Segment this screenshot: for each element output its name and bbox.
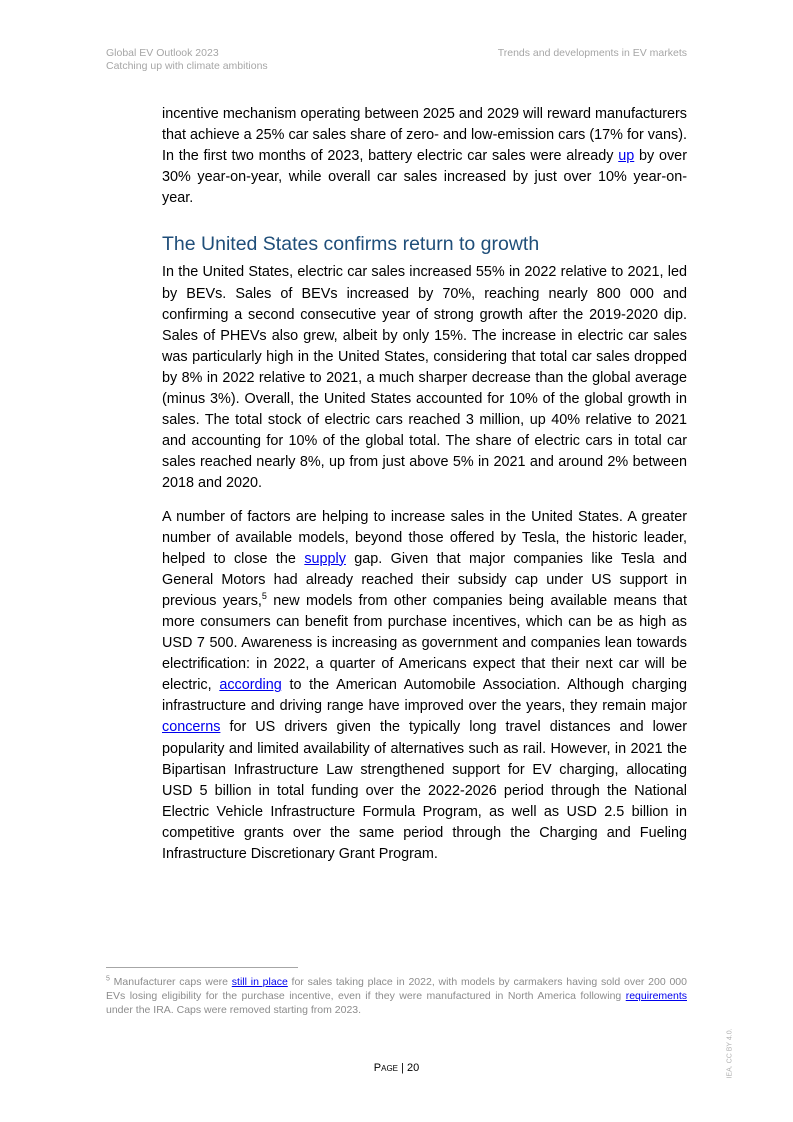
link-concerns[interactable]: concerns bbox=[162, 719, 221, 736]
link-supply[interactable]: supply bbox=[304, 550, 346, 567]
paragraph-us-sales: In the United States, electric car sales increased 55% in 2022 relative to 2021, led by BEVs. Sales of BEVs increased by 70%, reaching nearly 800 000 and confirming a second consecutive year of strong growth after the 2019-2020 dip. Sales of PHEVs also grew, albeit by only 15%. The increase in electric car sales was particularly high in the United States, considering that total car sales dropped by 8% in 2022 relative to 2021, a much sharper decrease than the global average (minus 3%). Overall, the United States accounted for 10% of the global growth in sales. The total stock of electric cars reached 3 million, up 40% relative to 2021 and accounting for 10% of the global total. The share of electric cars in total car sales reached nearly 8%, up from just above 5% in 2021 and around 2% between 2018 and 2020. bbox=[162, 264, 687, 492]
footnote-divider bbox=[106, 967, 298, 968]
footnote bbox=[106, 975, 687, 1017]
text-run: for US drivers given the typically long travel distances and lower popularity and limited availability of alternatives such as rail. However, in 2021 the Bipartisan Infrastructure Law strengthened support for EV charging, allocating USD 5 billion in total funding over the 2022-2026 period through the National Electric Vehicle Infrastructure Formula Program, as well as USD 2.5 billion in competitive grants over the same period through the Charging and Fueling Infrastructure Discretionary Grant Program. bbox=[162, 719, 687, 862]
report-subtitle: Catching up with climate ambitions bbox=[106, 60, 268, 72]
page-label: Page bbox=[373, 1062, 398, 1074]
paragraph-us-factors bbox=[162, 507, 687, 866]
text-run: Manufacturer caps were bbox=[109, 976, 232, 988]
paragraph-eu-incentive bbox=[162, 104, 687, 209]
text-run: gap. Given that major companies like Tesla and General Motors had already reached their subsidy cap under US support in previous years, bbox=[162, 550, 688, 609]
main-content bbox=[162, 104, 687, 865]
text-run: to the American Automobile Association. Although charging infrastructure and driving range have improved over the years, they remain major bbox=[162, 677, 687, 715]
text-run: A number of factors are helping to increase sales in the United States. A greater number of available models, beyond those offered by Tesla, the historic leader, helped to close the bbox=[162, 508, 687, 567]
page-separator: | bbox=[398, 1062, 407, 1074]
section-heading: The United States confirms return to growth bbox=[162, 233, 540, 256]
text-run: under the IRA. Caps were removed starting from 2023. bbox=[106, 1004, 362, 1016]
footnote-ref[interactable]: 5 bbox=[261, 591, 267, 602]
link-according[interactable]: according bbox=[219, 677, 282, 694]
text-run: by over 30% year-on-year, while overall car sales increased by just over 10% year-on-year. bbox=[162, 148, 687, 207]
page-number-value: 20 bbox=[406, 1062, 420, 1074]
license-notice: IEA. CC BY 4.0. bbox=[726, 1028, 734, 1079]
link-still-in-place[interactable]: still in place bbox=[231, 976, 288, 988]
running-header-right: Trends and developments in EV markets bbox=[497, 47, 687, 59]
running-header-left bbox=[106, 47, 268, 73]
text-run: new models from other companies being available means that more consumers can benefit from purchase incentives, which can be as high as USD 7 500. Awareness is increasing as government and companies lean towards electrification: in 2022, a quarter of Americans expect that their next car will be electric, bbox=[162, 592, 687, 694]
text-run: incentive mechanism operating between 2025 and 2029 will reward manufacturers that achieve a 25% car sales share of zero- and low-emission cars (17% for vans). In the first two months of 2023, battery electric car sales were already bbox=[162, 106, 687, 165]
link-requirements[interactable]: requirements bbox=[625, 990, 687, 1002]
page-number bbox=[0, 1062, 793, 1074]
text-run: for sales taking place in 2022, with models by carmakers having sold over 200 000 EVs losing eligibility for the purchase incentive, even if they were manufactured in North America following bbox=[106, 976, 687, 1002]
report-title: Global EV Outlook 2023 bbox=[106, 47, 219, 59]
footnote-number: 5 bbox=[106, 975, 110, 983]
link-up[interactable]: up bbox=[618, 148, 635, 165]
